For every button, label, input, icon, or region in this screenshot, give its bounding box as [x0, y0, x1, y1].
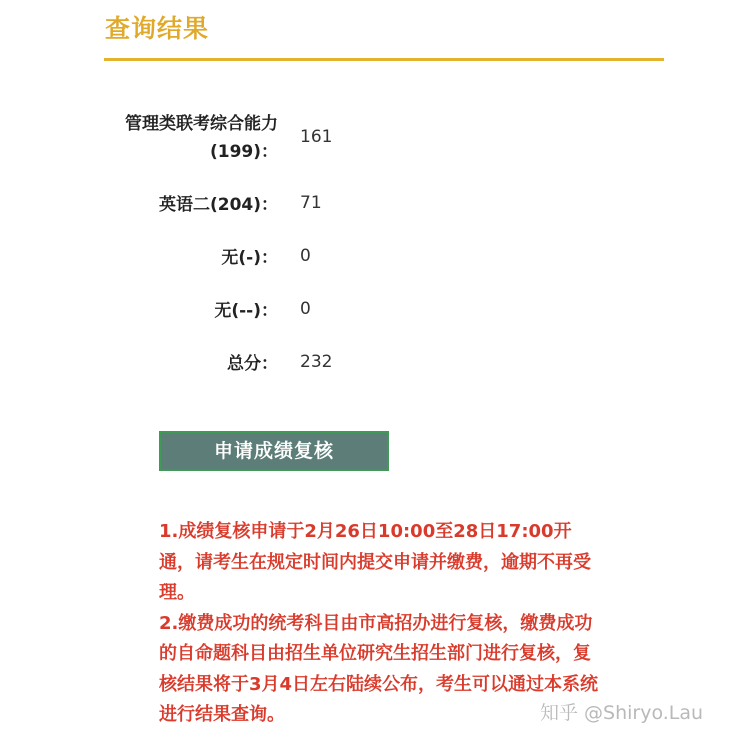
score-label: 无(-)：	[221, 248, 278, 268]
page-title: 查询结果	[105, 14, 210, 43]
score-label: 总分：	[227, 354, 278, 374]
score-label: 英语二(204)：	[158, 195, 278, 215]
zhihu-watermark: 知乎 @Shiryo.Lau	[540, 702, 704, 724]
score-label-line2: (199)：	[209, 142, 278, 162]
score-value: 0	[300, 299, 311, 319]
score-label: 无(--)：	[214, 301, 278, 321]
score-value: 0	[300, 246, 311, 266]
notice-paragraph-2: 2.缴费成功的统考科目由市高招办进行复核，缴费成功的自命题科目由招生单位研究生招生部门进行复核，复核结果将于3月4日左右陆续公布，考生可以通过本系统进行结果查询。	[159, 612, 599, 725]
results-header	[104, 0, 664, 61]
score-label	[78, 110, 278, 166]
score-value: 161	[300, 127, 333, 147]
score-value: 232	[300, 352, 333, 372]
apply-score-review-button[interactable]: 申请成绩复核	[159, 431, 389, 471]
score-value: 71	[300, 193, 322, 213]
score-label-line1: 管理类联考综合能力	[125, 114, 278, 134]
notice-paragraph-1: 1.成绩复核申请于2月26日10:00至28日17:00开通，请考生在规定时间内提交申请并缴费，逾期不再受理。	[159, 521, 591, 603]
